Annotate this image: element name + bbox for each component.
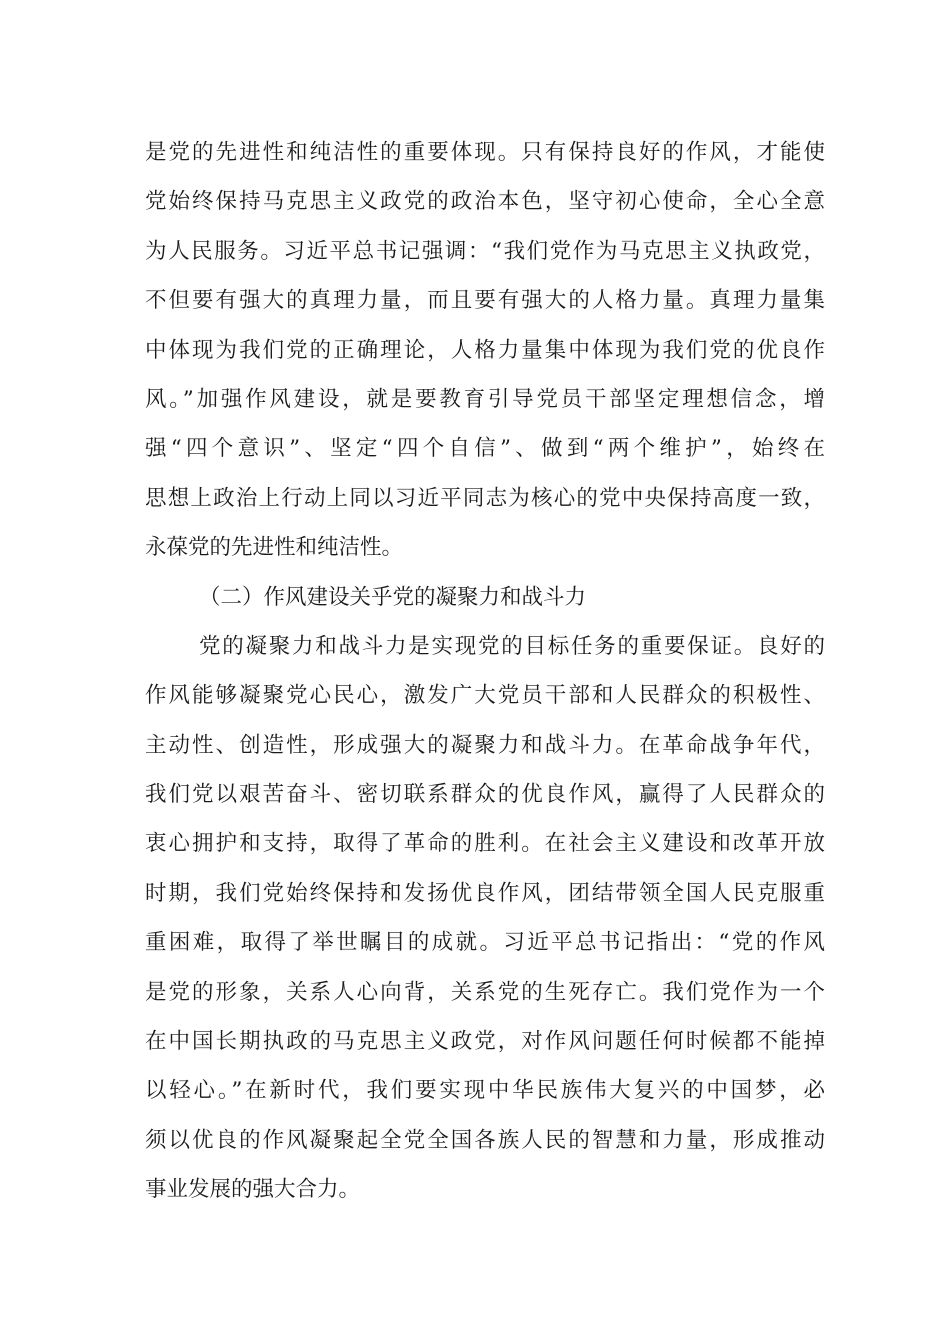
text-line: 须以优良的作风凝聚起全党全国各族人民的智慧和力量，形成推动 (145, 1127, 825, 1153)
text-line: 中体现为我们党的正确理论，人格力量集中体现为我们党的优良作 (145, 337, 825, 363)
text-line: 以轻心。”在新时代，我们要实现中华民族伟大复兴的中国梦，必 (145, 1078, 825, 1104)
text-line: 不但要有强大的真理力量，而且要有强大的人格力量。真理力量集 (145, 288, 825, 314)
text-line: 强“四个意识”、坚定“四个自信”、做到“两个维护”，始终在 (145, 436, 825, 462)
text-line: 重困难，取得了举世瞩目的成就。习近平总书记指出：“党的作风 (145, 930, 825, 956)
text-line: 主动性、创造性，形成强大的凝聚力和战斗力。在革命战争年代， (145, 732, 825, 758)
text-line: 事业发展的强大合力。 (145, 1177, 361, 1203)
text-line: 我们党以艰苦奋斗、密切联系群众的优良作风，赢得了人民群众的 (145, 782, 825, 808)
text-line: 作风能够凝聚党心民心，激发广大党员干部和人民群众的积极性、 (145, 683, 825, 709)
text-line: 永葆党的先进性和纯洁性。 (145, 535, 404, 561)
text-line: 衷心拥护和支持，取得了革命的胜利。在社会主义建设和改革开放 (145, 831, 825, 857)
section-heading: （二）作风建设关乎党的凝聚力和战斗力 (199, 584, 587, 610)
text-line: 是党的形象，关系人心向背，关系党的生死存亡。我们党作为一个 (145, 979, 825, 1005)
text-line: 党的凝聚力和战斗力是实现党的目标任务的重要保证。良好的 (199, 633, 825, 659)
text-line: 时期，我们党始终保持和发扬优良作风，团结带领全国人民克服重 (145, 880, 825, 906)
text-line: 思想上政治上行动上同以习近平同志为核心的党中央保持高度一致， (145, 485, 825, 511)
text-line: 为人民服务。习近平总书记强调：“我们党作为马克思主义执政党， (145, 238, 825, 264)
text-line: 党始终保持马克思主义政党的政治本色，坚守初心使命，全心全意 (145, 189, 825, 215)
text-line: 风。”加强作风建设，就是要教育引导党员干部坚定理想信念，增 (145, 386, 825, 412)
document-body (145, 128, 825, 1215)
text-line: 在中国长期执政的马克思主义政党，对作风问题任何时候都不能掉 (145, 1029, 825, 1055)
text-line: 是党的先进性和纯洁性的重要体现。只有保持良好的作风，才能使 (145, 140, 825, 165)
